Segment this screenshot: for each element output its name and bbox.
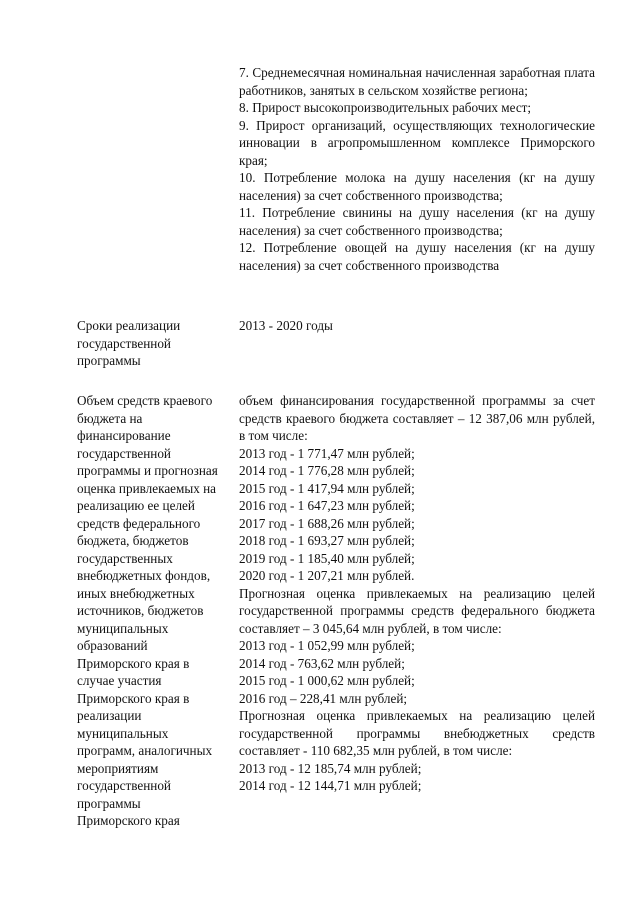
federal-year-line: 2013 год - 1 052,99 млн рублей; (239, 638, 415, 653)
funding-label-line: случае участия (77, 673, 162, 688)
extrabudget-year-line: 2013 год - 12 185,74 млн рублей; (239, 760, 422, 776)
federal-year-line: 2014 год - 763,62 млн рублей; (239, 655, 405, 671)
regional-year-line: 2019 год - 1 185,40 млн рублей; (239, 550, 415, 566)
funding-content (239, 392, 595, 795)
funding-label-line: финансирование (77, 428, 171, 443)
federal-budget-intro: Прогнозная оценка привлекаемых на реализацию целей государственной программы средств федерального бюджета составляет – 3 045,64 млн рублей, в том числе: (239, 585, 595, 636)
regional-year-line: 2017 год - 1 688,26 млн рублей; (239, 515, 415, 531)
regional-year-line: 2016 год - 1 647,23 млн рублей; (239, 498, 415, 513)
regional-budget-intro: объем финансирования государственной программы за счет средств краевого бюджета составляет – 12 387,06 млн рублей, в том числе: (239, 393, 595, 443)
funding-label-line: программ, аналогичных (77, 743, 213, 758)
funding-label-line: мероприятиям (77, 760, 159, 776)
federal-year-line: 2016 год – 228,41 млн рублей; (239, 690, 408, 706)
funding-label-line: бюджета, бюджетов (77, 533, 189, 548)
indicator-12: 12. Потребление овощей на душу населения (кг на душу населения) за счет собственного производства (239, 240, 595, 273)
funding-label-line: внебюджетных фондов, (77, 568, 211, 583)
indicator-7: 7. Среднемесячная номинальная начисленная заработная плата работников, занятых в сельском хозяйстве региона; (239, 65, 595, 98)
funding-label-line: программы (77, 795, 141, 811)
funding-label-line: бюджета на (77, 410, 143, 426)
regional-year-line: 2015 год - 1 417,94 млн рублей; (239, 480, 415, 496)
funding-label-line: Приморского края (77, 813, 180, 828)
federal-year-line: 2015 год - 1 000,62 млн рублей; (239, 673, 415, 688)
funding-label-line: Приморского края в (77, 690, 190, 706)
funding-label-line: программы и прогнозная (77, 463, 218, 478)
funding-label-line: иных внебюджетных (77, 585, 195, 601)
funding-label-line: оценка привлекаемых на (77, 480, 217, 496)
funding-label-line: государственной (77, 778, 171, 793)
extrabudget-year-line: 2014 год - 12 144,71 млн рублей; (239, 778, 422, 793)
indicator-9: 9. Прирост организаций, осуществляющих технологические инновации в агропромышленном комплексе Приморского края; (239, 117, 595, 168)
indicator-11: 11. Потребление свинины на душу населения (кг на душу населения) за счет собственного производства; (239, 205, 595, 238)
funding-label-line: источников, бюджетов (77, 603, 204, 618)
terms-value: 2013 - 2020 годы (239, 318, 333, 333)
funding-label-line: государственных (77, 550, 173, 566)
indicators-list (239, 64, 595, 274)
funding-label-line: муниципальных (77, 725, 169, 741)
funding-label-line: реализацию ее целей (77, 498, 195, 513)
regional-year-line: 2014 год - 1 776,28 млн рублей; (239, 463, 415, 478)
funding-label-line: образований (77, 638, 148, 653)
indicator-10: 10. Потребление молока на душу населения (кг на душу населения) за счет собственного производства; (239, 170, 595, 203)
funding-label-line: муниципальных (77, 620, 169, 636)
funding-label-line: государственной (77, 445, 171, 461)
extrabudget-intro: Прогнозная оценка привлекаемых на реализацию целей государственной программы внебюджетных средств составляет - 110 682,35 млн рублей, в том числе: (239, 708, 595, 758)
regional-year-line: 2013 год - 1 771,47 млн рублей; (239, 445, 415, 461)
terms-label: Сроки реализации государственной программы (77, 318, 181, 368)
funding-label-line: Приморского края в (77, 655, 190, 671)
funding-label-line: Объем средств краевого (77, 393, 213, 408)
regional-year-line: 2018 год - 1 693,27 млн рублей; (239, 533, 415, 548)
indicator-8: 8. Прирост высокопроизводительных рабочих мест; (239, 100, 532, 115)
funding-label (77, 392, 242, 830)
funding-label-line: реализации (77, 708, 142, 723)
regional-year-line: 2020 год - 1 207,21 млн рублей. (239, 568, 415, 583)
funding-label-line: средств федерального (77, 515, 201, 531)
